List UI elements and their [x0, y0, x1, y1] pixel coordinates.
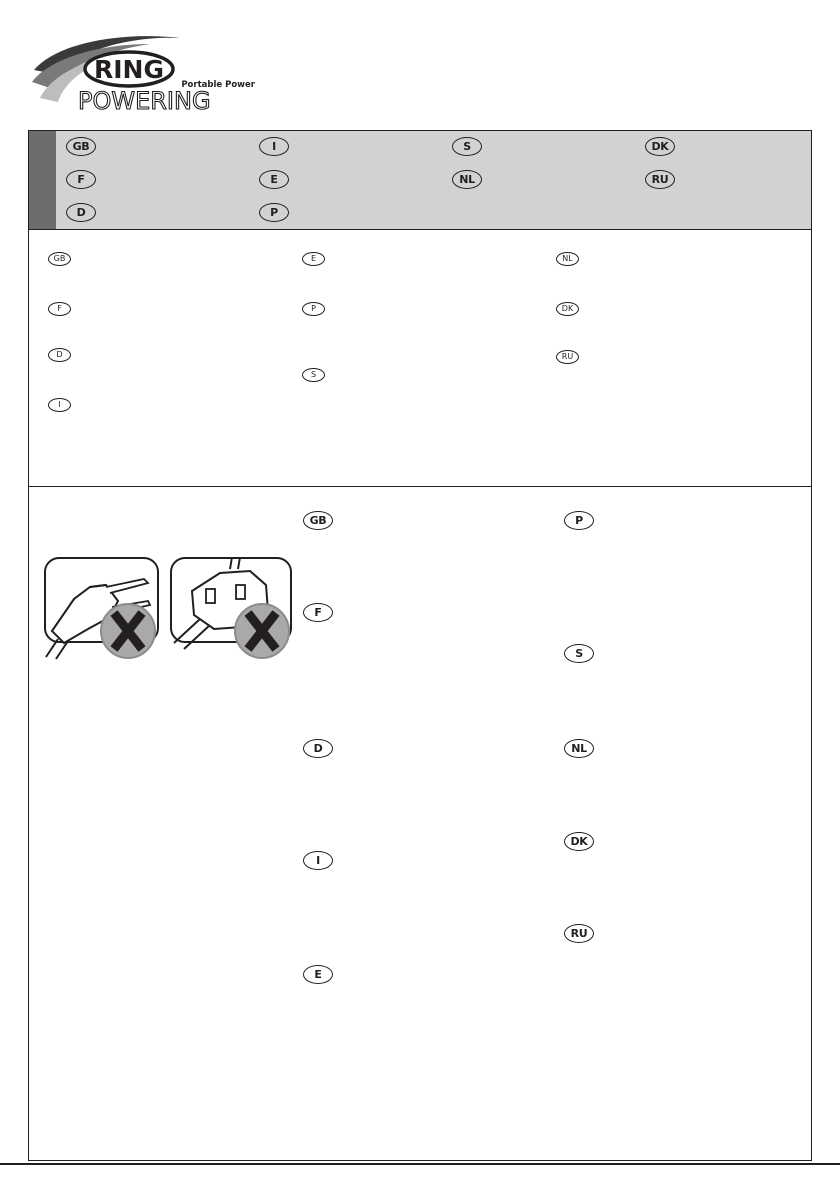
section2-badge-e: E	[303, 965, 333, 984]
section2-badge-f: F	[303, 603, 333, 622]
section1-badge-ru: RU	[556, 350, 579, 364]
plug-warning-illustration	[44, 557, 297, 660]
index-badge-d: D	[66, 203, 96, 222]
section2-badge-i: I	[303, 851, 333, 870]
section-divider	[29, 486, 811, 487]
header-divider	[29, 229, 811, 230]
page-bottom-rule	[0, 1163, 840, 1165]
section2-badge-ru: RU	[564, 924, 594, 943]
index-badge-s: S	[452, 137, 482, 156]
index-badge-p: P	[259, 203, 289, 222]
index-badge-nl: NL	[452, 170, 482, 189]
index-badge-e: E	[259, 170, 289, 189]
uk-plug-prohibited-icon	[171, 557, 291, 658]
section1-badge-f: F	[48, 302, 71, 316]
index-badge-i: I	[259, 137, 289, 156]
euro-plug-prohibited-icon	[45, 558, 158, 659]
section1-badge-dk: DK	[556, 302, 579, 316]
logo-wordmark: POWERING	[78, 87, 211, 112]
language-index-band	[29, 131, 811, 229]
section1-badge-gb: GB	[48, 252, 71, 266]
section1-badge-s: S	[302, 368, 325, 382]
section2-badge-p: P	[564, 511, 594, 530]
section2-badge-d: D	[303, 739, 333, 758]
section2-badge-gb: GB	[303, 511, 333, 530]
section2-badge-nl: NL	[564, 739, 594, 758]
section1-badge-d: D	[48, 348, 71, 362]
logo-brand: RING	[94, 55, 164, 84]
section2-badge-s: S	[564, 644, 594, 663]
index-badge-ru: RU	[645, 170, 675, 189]
ring-powering-logo	[30, 30, 270, 112]
section2-badge-dk: DK	[564, 832, 594, 851]
logo-tagline: Portable Power	[181, 80, 255, 90]
section1-badge-i: I	[48, 398, 71, 412]
section1-badge-p: P	[302, 302, 325, 316]
section1-badge-e: E	[302, 252, 325, 266]
index-badge-dk: DK	[645, 137, 675, 156]
index-badge-gb: GB	[66, 137, 96, 156]
index-badge-f: F	[66, 170, 96, 189]
language-index-tab	[29, 131, 56, 229]
section1-badge-nl: NL	[556, 252, 579, 266]
